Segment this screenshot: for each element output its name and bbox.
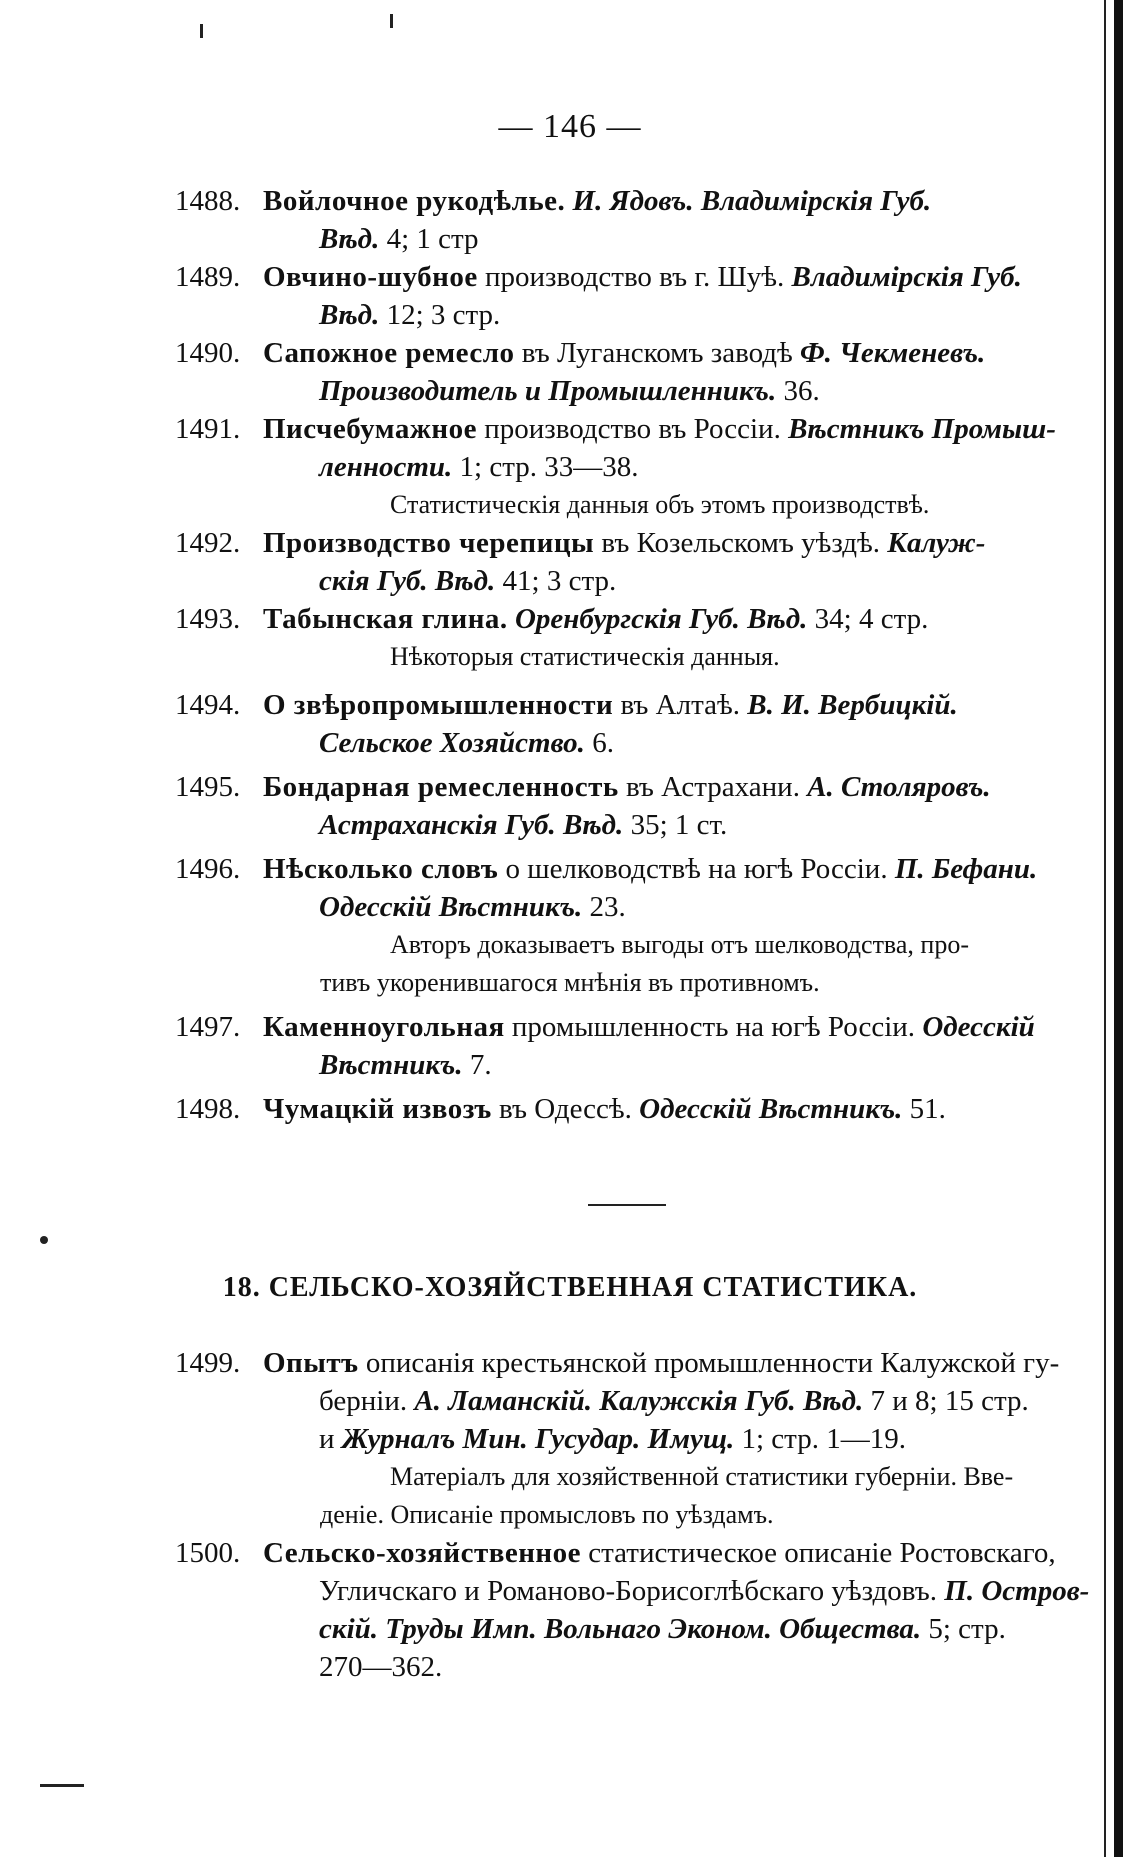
- entry-number: 1490.: [175, 337, 241, 369]
- entry-ref: 1; стр. 33—38.: [459, 451, 639, 483]
- scan-mark: [200, 24, 203, 38]
- entry-number: 1491.: [175, 413, 241, 445]
- entry-1500: [175, 1534, 1090, 1686]
- entry-source-cont: Вѣстникъ.: [319, 1049, 463, 1081]
- entry-text-cont: Угличскаго и Романово-Борисоглѣбскаго уѣздовъ.: [319, 1575, 938, 1607]
- entry-1490: [175, 334, 1075, 410]
- entry-ref: 6.: [592, 727, 614, 759]
- entry-source-cont: Астраханскія Губ. Вѣд.: [319, 809, 624, 841]
- entry-number: 1497.: [175, 1011, 241, 1043]
- entry-ref: 23.: [589, 891, 626, 923]
- entry-text: въ Астрахани.: [625, 771, 800, 803]
- entry-title: О звѣропромышленности: [263, 689, 614, 721]
- entry-1498: [175, 1090, 1075, 1128]
- entry-note: Нѣкоторыя статистическія данныя.: [390, 642, 780, 671]
- scan-mark: [40, 1784, 84, 1787]
- entry-1492: [175, 524, 1075, 600]
- entry-title: Овчино-шубное: [263, 261, 478, 293]
- entry-ref: 34; 4 стр.: [814, 603, 929, 635]
- entry-source: Калуж-: [887, 527, 986, 559]
- entry-text: въ Алтаѣ.: [620, 689, 740, 721]
- section-separator: [588, 1204, 666, 1206]
- entry-number: 1496.: [175, 853, 241, 885]
- entry-ref: 36.: [783, 375, 820, 407]
- entry-text: описанія крестьянской промышленности Калужской гу-: [365, 1347, 1060, 1379]
- entry-source: П. Бефани.: [894, 853, 1038, 885]
- entry-number: 1495.: [175, 771, 241, 803]
- entry-note: Матеріалъ для хозяйственной статистики губерніи. Вве-: [390, 1462, 1014, 1491]
- entry-source-cont: Вѣд.: [319, 299, 380, 331]
- entry-source: П. Остров-: [944, 1575, 1090, 1607]
- entry-number: 1493.: [175, 603, 241, 635]
- entry-ref: 5; стр.: [928, 1613, 1006, 1645]
- scan-mark: [40, 1236, 48, 1244]
- entry-source-cont: скій. Труды Имп. Вольнаго Эконом. Общества.: [319, 1613, 922, 1645]
- entry-1497: [175, 1008, 1075, 1084]
- entry-ref: 35; 1 ст.: [630, 809, 728, 841]
- entry-text: промышленность на югѣ Россіи.: [511, 1011, 916, 1043]
- entry-text: о шелководствѣ на югѣ Россіи.: [505, 853, 888, 885]
- entry-source: А. Ламанскій. Калужскія Губ. Вѣд.: [414, 1385, 864, 1417]
- entry-text: въ Луганскомъ заводѣ: [521, 337, 793, 369]
- entry-1494: [175, 686, 1075, 762]
- entry-title: Бондарная ремесленность: [263, 771, 619, 803]
- entry-ref: 7 и 8; 15 стр.: [870, 1385, 1029, 1417]
- entry-source-cont: ленности.: [319, 451, 453, 483]
- entry-source: И. Ядовъ. Владимірскія Губ.: [572, 185, 932, 217]
- entry-ref: 12; 3 стр.: [386, 299, 501, 331]
- entry-number: 1488.: [175, 185, 241, 217]
- entry-title: Сапожное ремесло: [263, 337, 515, 369]
- entry-1495: [175, 768, 1075, 844]
- entry-title: Производство черепицы: [263, 527, 595, 559]
- entries-industry: [175, 182, 1075, 1128]
- page-number: — 146 —: [498, 108, 642, 145]
- entry-source: Одесскій: [922, 1011, 1035, 1043]
- entry-number: 1498.: [175, 1093, 241, 1125]
- entry-source: Одесскій Вѣстникъ.: [639, 1093, 903, 1125]
- entry-text: статистическое описаніе Ростовскаго,: [588, 1537, 1056, 1569]
- entry-1496: [175, 850, 1075, 1002]
- entry-note-cont: деніе. Описаніе промысловъ по уѣздамъ.: [320, 1500, 774, 1529]
- entry-source: Оренбургскія Губ. Вѣд.: [514, 603, 808, 635]
- entry-source-2: Журналъ Мин. Гусудар. Имущ.: [341, 1423, 735, 1455]
- entry-source: Ф. Чекменевъ.: [800, 337, 986, 369]
- entry-text: въ Козельскомъ уѣздѣ.: [601, 527, 881, 559]
- entry-number: 1500.: [175, 1537, 241, 1569]
- entry-1489: [175, 258, 1075, 334]
- entry-title: Войлочное рукодѣлье.: [263, 185, 566, 217]
- entry-title: Нѣсколько словъ: [263, 853, 499, 885]
- entry-number: 1492.: [175, 527, 241, 559]
- entry-number: 1494.: [175, 689, 241, 721]
- scan-mark: [390, 14, 393, 28]
- entry-source: Владимірскія Губ.: [791, 261, 1022, 293]
- entry-title: Табынская глина.: [263, 603, 508, 635]
- entry-1499: [175, 1344, 1075, 1534]
- entry-source-cont: Сельское Хозяйство.: [319, 727, 585, 759]
- entry-pages: 270—362.: [319, 1651, 443, 1683]
- section-heading: 18. СЕЛЬСКО-ХОЗЯЙСТВЕННАЯ СТАТИСТИКА.: [222, 1272, 918, 1303]
- entry-source-cont: Вѣд.: [319, 223, 380, 255]
- entry-source: Вѣстникъ Промыш-: [788, 413, 1056, 445]
- entry-title: Каменноугольная: [263, 1011, 505, 1043]
- entry-note: Статистическія данныя объ этомъ производствѣ.: [390, 490, 930, 519]
- entry-text: производство въ г. Шуѣ.: [484, 261, 785, 293]
- entry-text: въ Одессѣ.: [499, 1093, 632, 1125]
- entry-ref: 41; 3 стр.: [502, 565, 617, 597]
- entry-number: 1499.: [175, 1347, 241, 1379]
- entry-text: производство въ Россіи.: [484, 413, 781, 445]
- entry-source: В. И. Вербицкій.: [747, 689, 958, 721]
- entry-note: Авторъ доказываетъ выгоды отъ шелководства, про-: [390, 930, 969, 959]
- binding-edge: [1114, 0, 1123, 1857]
- entry-conj: и: [319, 1423, 335, 1455]
- entry-title: Сельско-хозяйственное: [263, 1537, 582, 1569]
- binding-edge-thin: [1104, 0, 1106, 1857]
- entry-1493: [175, 600, 1075, 676]
- entries-agriculture: [175, 1344, 1090, 1686]
- entry-source-cont: Производитель и Промышленникъ.: [319, 375, 777, 407]
- entry-title: Чумацкій извозъ: [263, 1093, 492, 1125]
- entry-ref: 7.: [469, 1049, 492, 1081]
- entry-1491: [175, 410, 1075, 524]
- entry-title: Писчебумажное: [263, 413, 477, 445]
- entry-source-cont: Одесскій Вѣстникъ.: [319, 891, 583, 923]
- entry-ref: 51.: [909, 1093, 946, 1125]
- entry-source-cont: скія Губ. Вѣд.: [319, 565, 496, 597]
- entry-ref: 4; 1 стр: [386, 223, 479, 255]
- entry-1488: [175, 182, 1075, 258]
- entry-ref-2: 1; стр. 1—19.: [741, 1423, 906, 1455]
- entry-title: Опытъ: [263, 1347, 359, 1379]
- entry-source: А. Столяровъ.: [807, 771, 991, 803]
- entry-text-cont: берніи.: [319, 1385, 408, 1417]
- entry-number: 1489.: [175, 261, 241, 293]
- entry-note-cont: тивъ укоренившагося мнѣнія въ противномъ.: [320, 968, 820, 997]
